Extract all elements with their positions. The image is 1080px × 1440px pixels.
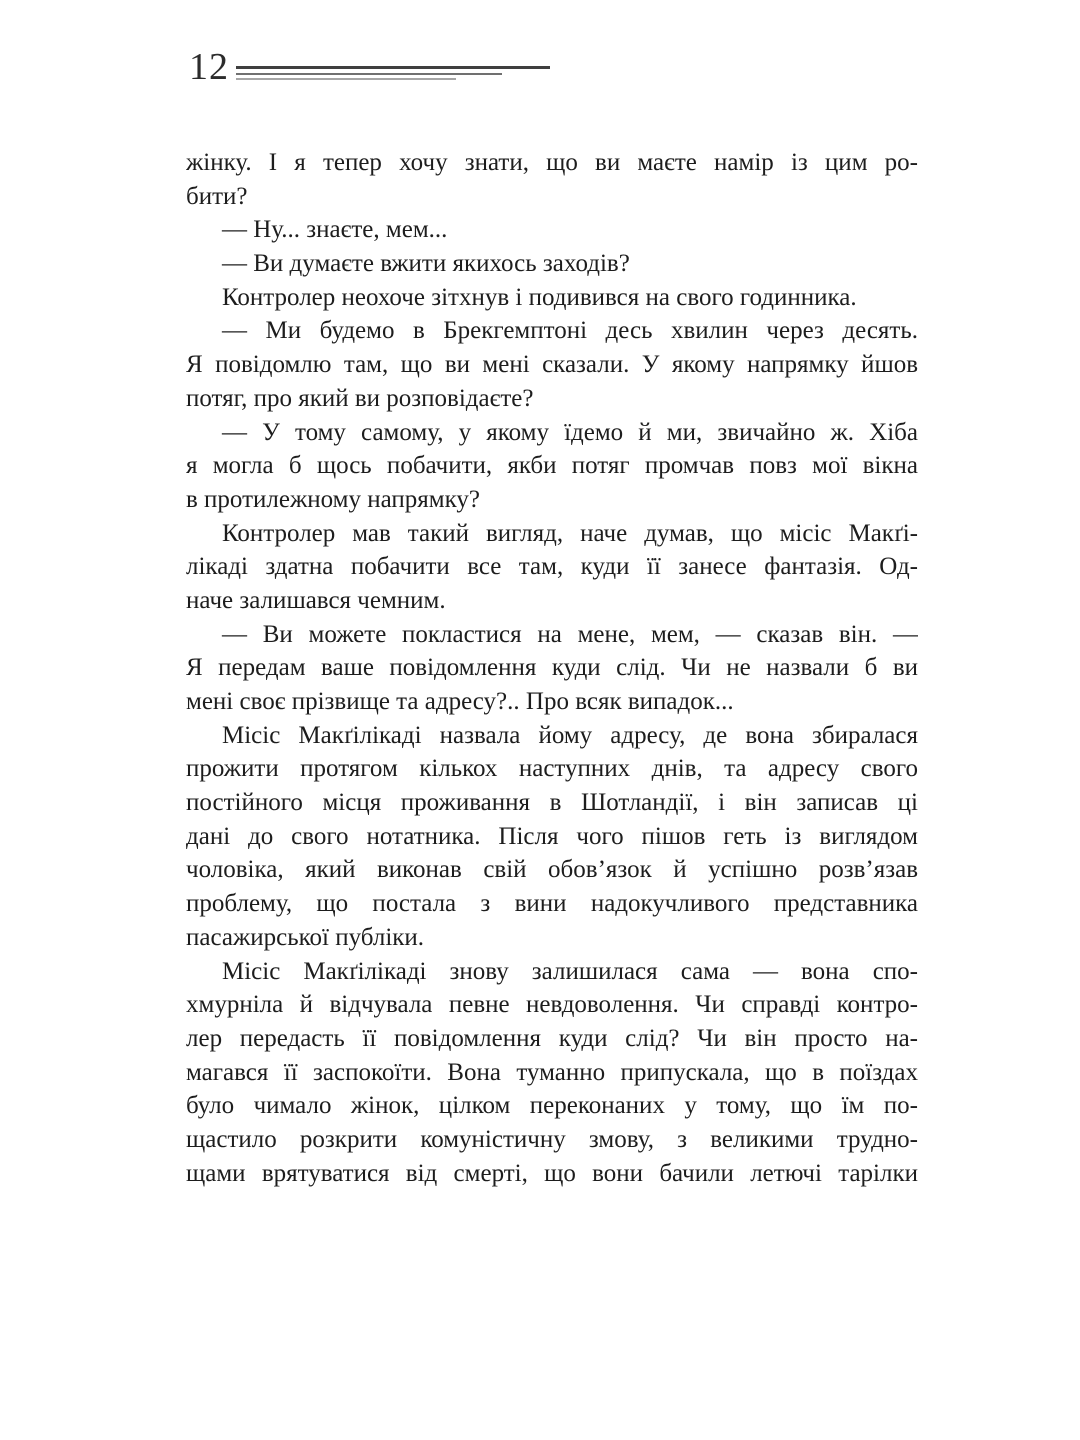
text-line: Місіс Макґілікаді знову залишилася сама — вона спо- bbox=[222, 957, 918, 985]
text-line: наче залишався чемним. bbox=[186, 586, 446, 614]
text-line: пасажирської публіки. bbox=[186, 923, 425, 951]
page-header bbox=[0, 0, 1080, 100]
text-line: Я повідомлю там, що ви мені сказали. У якому напрямку йшов bbox=[186, 351, 918, 379]
page-number: 12 bbox=[189, 46, 229, 88]
text-line: Контролер мав такий вигляд, наче думав, що місіс Макґі- bbox=[222, 519, 918, 547]
text-line: потяг, про який ви розповідаєте? bbox=[186, 384, 534, 412]
header-rule-2 bbox=[236, 73, 502, 75]
text-line: жінку. І я тепер хочу знати, що ви маєте намір із цим ро- bbox=[186, 149, 918, 176]
text-line: я могла б щось побачити, якби потяг промчав повз мої вікна bbox=[186, 452, 918, 480]
text-line: — У тому самому, у якому їдемо й ми, звичайно ж. Хіба bbox=[222, 418, 918, 446]
text-line: Місіс Макґілікаді назвала йому адресу, де вона збиралася bbox=[222, 721, 918, 749]
text-line: магався її заспокоїти. Вона туманно припускала, що в поїздах bbox=[186, 1058, 918, 1086]
text-line: щами врятуватися від смерті, що вони бачили летючі тарілки bbox=[186, 1159, 918, 1187]
text-line: — Ми будемо в Брекгемптоні десь хвилин через десять. bbox=[222, 317, 918, 345]
text-line: — Ну... знаєте, мем... bbox=[222, 216, 448, 244]
text-line: Я передам ваше повідомлення куди слід. Чи не назвали б ви bbox=[186, 654, 918, 682]
text-line: постійного місця проживання в Шотландії, і він записав ці bbox=[186, 789, 918, 817]
header-rule-1 bbox=[236, 66, 550, 69]
text-line: — Ви думаєте вжити якихось заходів? bbox=[222, 250, 630, 278]
text-line: щастило розкрити комуністичну змову, з великими трудно- bbox=[186, 1125, 918, 1153]
text-column bbox=[186, 146, 918, 1190]
text-line: проблему, що постала з вини надокучливого представника bbox=[186, 890, 918, 918]
text-line: дані до свого нотатника. Після чого пішов геть із виглядом bbox=[186, 822, 918, 850]
text-line: мені своє прізвище та адресу?.. Про всяк випадок... bbox=[186, 688, 734, 715]
header-decorative-rules bbox=[236, 66, 556, 84]
text-line: в протилежному напрямку? bbox=[186, 485, 480, 513]
text-line: Контролер неохоче зітхнув і подивився на свого годинника. bbox=[222, 283, 857, 311]
header-rule-3 bbox=[236, 78, 456, 80]
text-line: було чимало жінок, цілком переконаних у тому, що їм по- bbox=[186, 1092, 918, 1120]
text-line: бити? bbox=[186, 182, 248, 210]
text-line: прожити протягом кількох наступних днів, та адресу свого bbox=[186, 755, 918, 783]
text-line: чоловіка, який виконав свій обов’язок й успішно розв’язав bbox=[186, 856, 918, 884]
text-line: хмурніла й відчувала певне невдоволення. Чи справді контро- bbox=[186, 991, 918, 1019]
text-line: лікаді здатна побачити все там, куди її занесе фантазія. Од- bbox=[186, 553, 918, 581]
text-line: — Ви можете покластися на мене, мем, — сказав він. — bbox=[222, 620, 918, 648]
text-line: лер передасть її повідомлення куди слід? Чи він просто на- bbox=[186, 1024, 918, 1052]
